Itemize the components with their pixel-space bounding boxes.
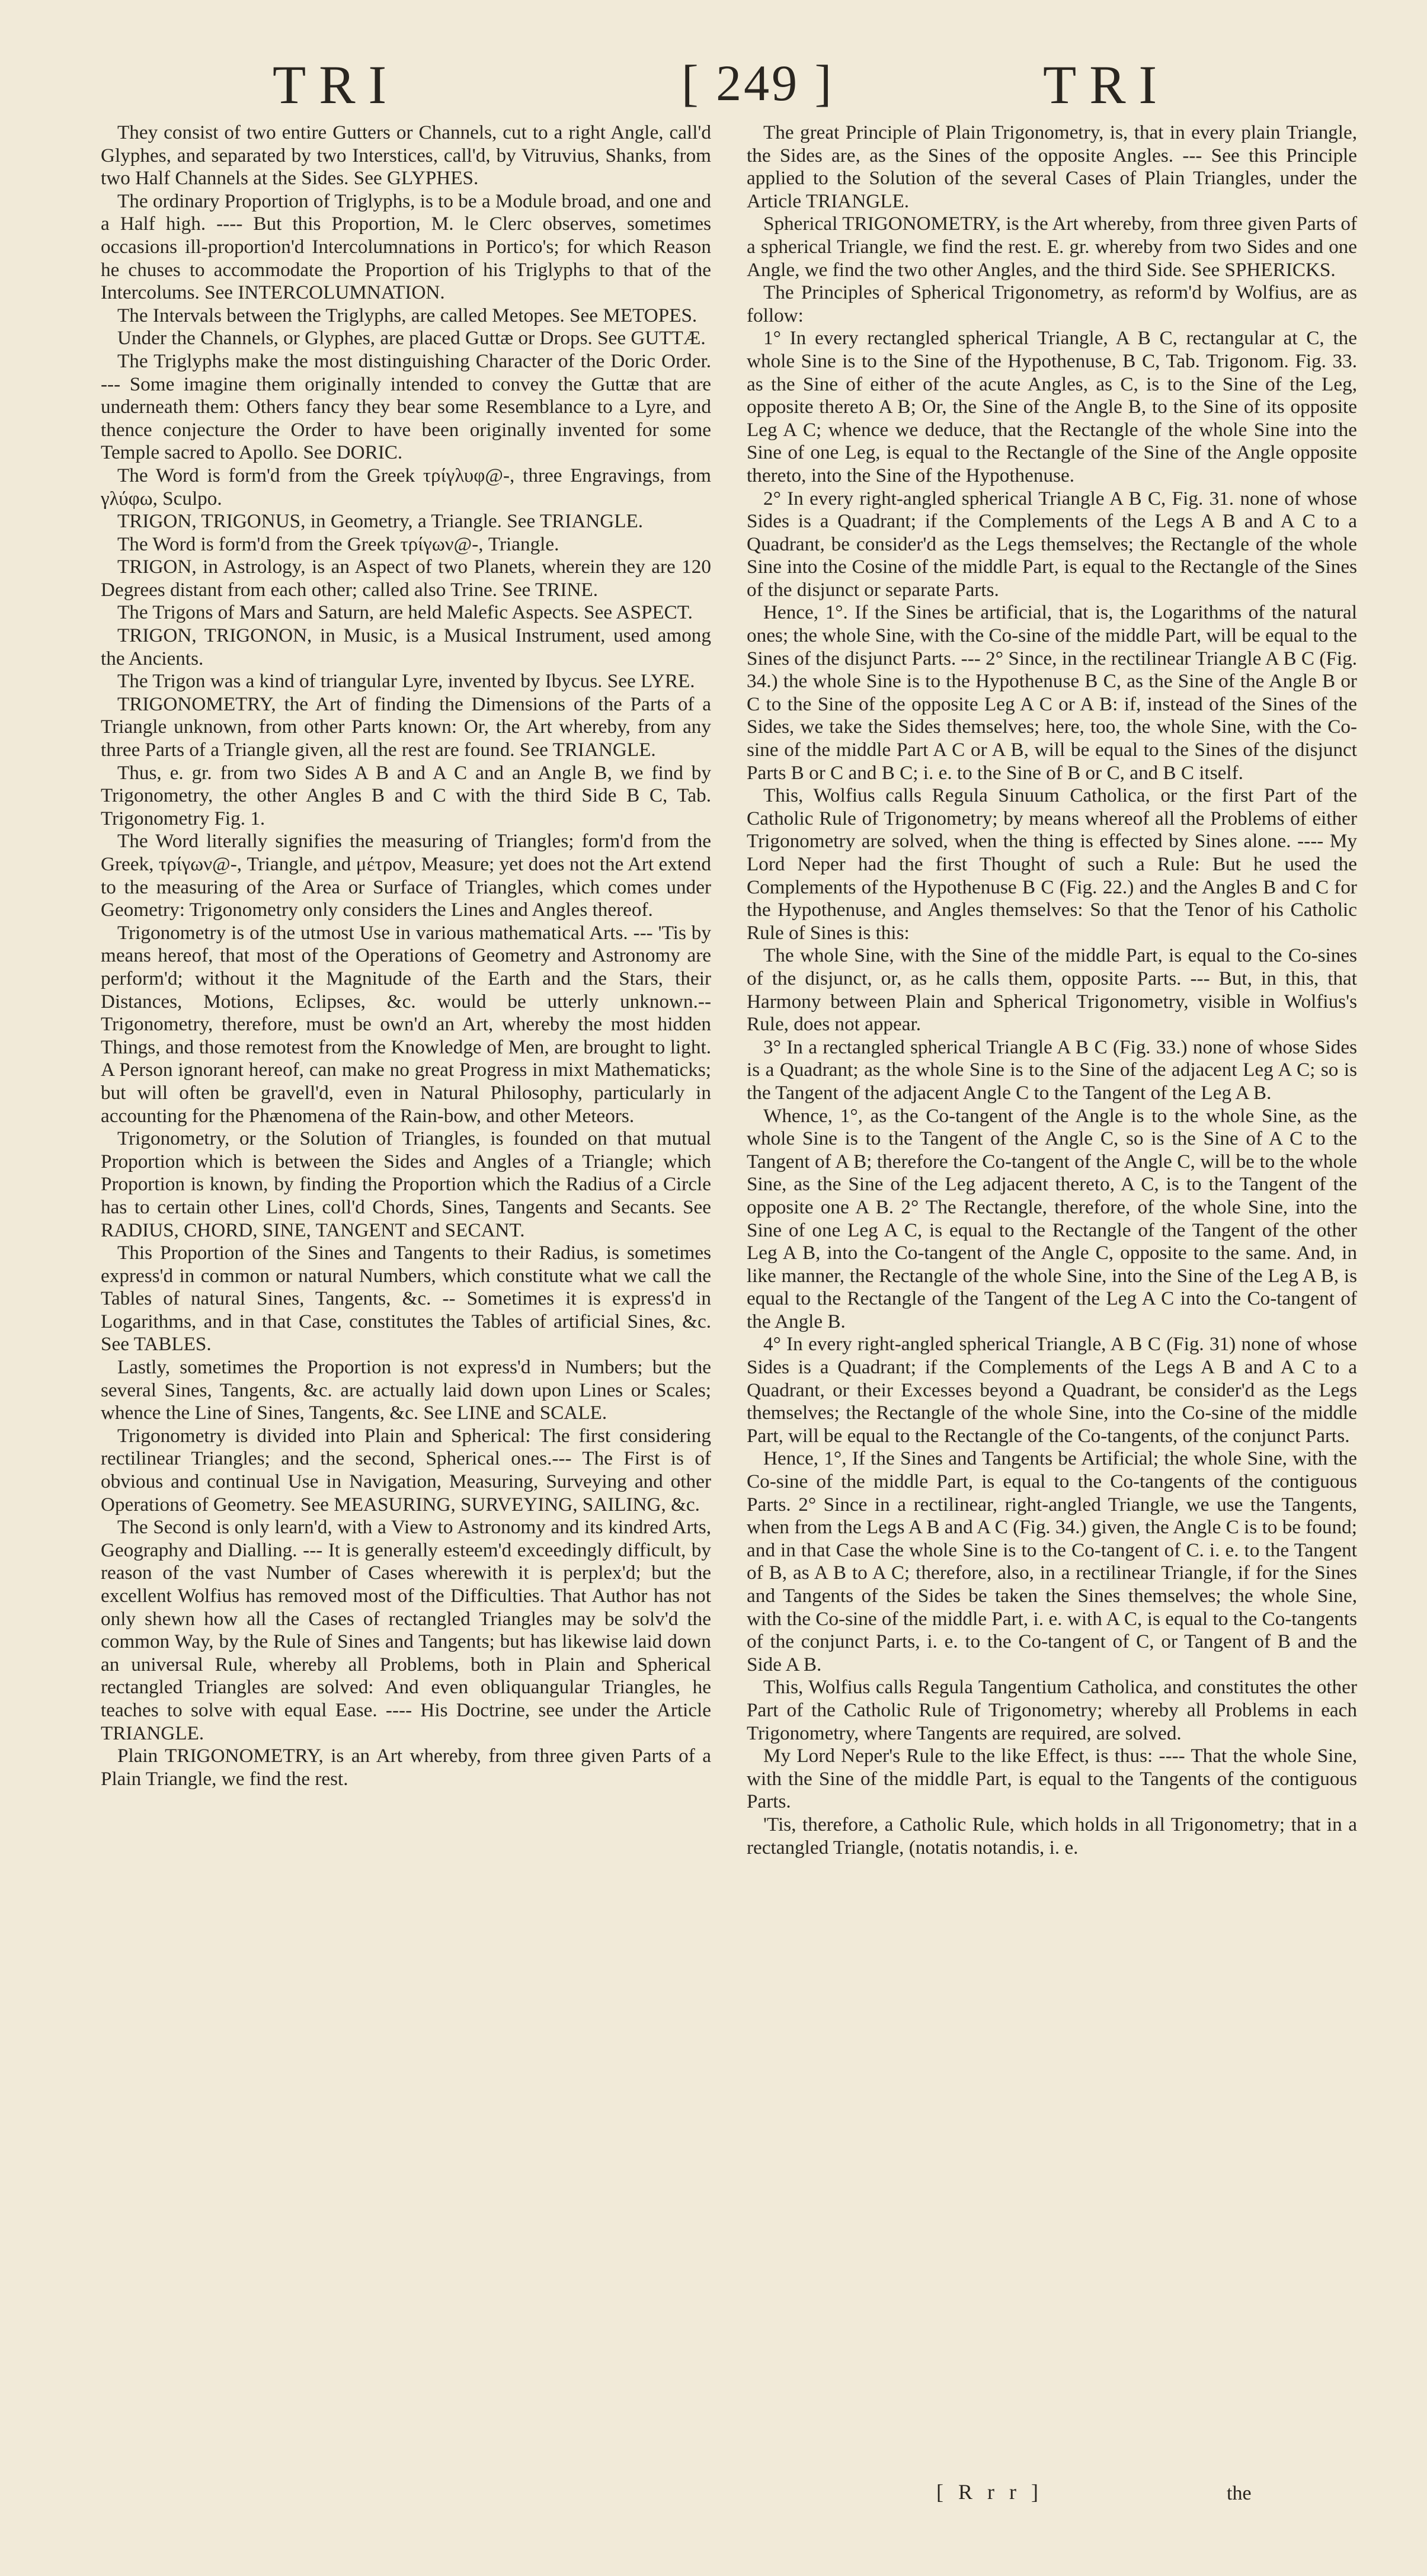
paragraph: The Trigons of Mars and Saturn, are held Malefic Aspects. See ASPECT.	[117, 601, 693, 624]
paragraph: The Intervals between the Triglyphs, are called Metopes. See METOPES.	[117, 304, 697, 326]
paragraph: 3° In a rectangled spherical Triangle A B C (Fig. 33.) none of whose Sides is a Quadrant; as the whole Sine is to the Sine of the adjacent Leg A C; so is the Tangent of the adjacent Angle C to the Tangent of the Leg A B.	[747, 1036, 1357, 1104]
paragraph: Plain TRIGONOMETRY, is an Art whereby, from three given Parts of a Plain Triangle, we find the rest.	[101, 1745, 711, 1790]
paragraph: This Proportion of the Sines and Tangents to their Radius, is sometimes express'd in common or natural Numbers, which constitute what we call the Tables of natural Sines, Tangents, &c. -- Sometimes it is express'd in Logarithms, and in that Case, constitutes the Tables of artificial Sines, &c. See TABLES.	[101, 1242, 711, 1356]
paragraph: Hence, 1°. If the Sines be artificial, that is, the Logarithms of the natural ones; the whole Sine, with the Co-sine of the middle Part, will be equal to the Sines of the disjunct Parts. --- 2° Since, in the rectilinear Triangle A B C (Fig. 34.) the whole Sine is to the Hypothenuse B C, as the Sine of the Angle B or C to the Sine of the opposite Leg A C or A B: if, instead of the Sines of the Sides, we take the Sides themselves; here, too, the whole Sine, with the Co-sine of the middle Part A C or A B, will be equal to the Sines of the disjunct Parts B or C and B C; i. e. to the Sine of B or C, and B C itself.	[747, 601, 1357, 784]
paragraph: TRIGON, TRIGONON, in Music, is a Musical Instrument, used among the Ancients.	[101, 624, 711, 669]
paragraph: Lastly, sometimes the Proportion is not express'd in Numbers; but the several Sines, Tangents, &c. are actually laid down upon Lines or Scales; whence the Line of Sines, Tangents, &c. See LINE and SCALE.	[101, 1356, 711, 1424]
paragraph: The Triglyphs make the most distinguishing Character of the Doric Order. --- Some imagine them originally intended to convey the Guttæ that are underneath them: Others fancy they bear some Resemblance to a Lyre, and thence conjecture the Order to have been originally invented for some Temple sacred to Apollo. See DORIC.	[101, 350, 711, 464]
paragraph: Hence, 1°, If the Sines and Tangents be Artificial; the whole Sine, with the Co-sine of the middle Part, is equal to the Co-tangents of the contiguous Parts. 2° Since in a rectilinear, right-angled Triangle, we use the Tangents, when from the Legs A B and A C (Fig. 34.) given, the Angle C is to be found; and in that Case the whole Sine is to the Co-tangent of C. i. e. to the Tangent of B, as A B to A C; therefore, also, in a rectilinear Triangle, if for the Sines and Tangents of the Sides be taken the Sines themselves; the whole Sine, with the Co-sine of the middle Part, i. e. with A C, is equal to the Co-tangents of the conjunct Parts, i. e. to the Co-tangent of C, or Tangent of B and the Side A B.	[747, 1447, 1357, 1675]
paragraph: 2° In every right-angled spherical Triangle A B C, Fig. 31. none of whose Sides is a Quadrant; if the Complements of the Legs A B and A C to a Quadrant, be consider'd as the Legs themselves; the Rectangle of the whole Sine into the Cosine of the middle Part, is equal to the Rectangle of the Sines of the disjunct or separate Parts.	[747, 487, 1357, 601]
paragraph: The whole Sine, with the Sine of the middle Part, is equal to the Co-sines of the disjunct, or, as he calls them, opposite Parts. --- But, in this, that Harmony between Plain and Spherical Trigonometry, visible in Wolfius's Rule, does not appear.	[747, 944, 1357, 1036]
page	[89, 47, 1357, 2559]
signature-mark: [ R r r ]	[936, 2480, 1043, 2504]
running-header	[89, 47, 1357, 121]
left-column	[101, 121, 711, 1790]
paragraph: 'Tis, therefore, a Catholic Rule, which holds in all Trigonometry; that in a rectangled Triangle, (notatis notandis, i. e.	[747, 1813, 1357, 1859]
paragraph: The Second is only learn'd, with a View to Astronomy and its kindred Arts, Geography and Dialling. --- It is generally esteem'd exceedingly difficult, by reason of the vast Number of Cases wherewith it is perplex'd; but the excellent Wolfius has removed most of the Difficulties. That Author has not only shewn how all the Cases of rectangled Triangles may be solv'd the common Way, by the Rule of Sines and Tangents; but has likewise laid down an universal Rule, whereby all Problems, both in Plain and Spherical rectangled Triangles are solved: And even obliquangular Triangles, he teaches to solve with equal Ease. ---- His Doctrine, see under the Article TRIANGLE.	[101, 1516, 711, 1744]
header-right-word: TRI	[1043, 55, 1170, 115]
paragraph: TRIGON, in Astrology, is an Aspect of two Planets, wherein they are 120 Degrees distant from each other; called also Trine. See TRINE.	[101, 556, 711, 601]
paragraph: Trigonometry is divided into Plain and Spherical: The first considering rectilinear Triangles; and the second, Spherical ones.--- The First is of obvious and continual Use in Navigation, Measuring, Surveying and other Operations of Geometry. See MEASURING, SURVEYING, SAILING, &c.	[101, 1424, 711, 1516]
paragraph: 4° In every right-angled spherical Triangle, A B C (Fig. 31) none of whose Sides is a Quadrant; if the Complements of the Legs A B and A C to a Quadrant, or their Excesses beyond a Quadrant, be consider'd as the Legs themselves; the Rectangle of the whole Sine, into the Co-sine of the middle Part, will be equal to the Rectangle of the Co-tangents, of the conjunct Parts.	[747, 1333, 1357, 1447]
paragraph: Trigonometry, or the Solution of Triangles, is founded on that mutual Proportion which is between the Sides and Angles of a Triangle; which Proportion is known, by finding the Proportion which the Radius of a Circle has to certain other Lines, coll'd Chords, Sines, Tangents and Secants. See RADIUS, CHORD, SINE, TANGENT and SECANT.	[101, 1127, 711, 1241]
paragraph: My Lord Neper's Rule to the like Effect, is thus: ---- That the whole Sine, with the Sine of the middle Part, is equal to the Tangents of the contiguous Parts.	[747, 1745, 1357, 1813]
paragraph: This, Wolfius calls Regula Sinuum Catholica, or the first Part of the Catholic Rule of Trigonometry; by means whereof all the Problems of either Trigonometry are solved, when the thing is effected by Sines alone. ---- My Lord Neper had the first Thought of such a Rule: But he used the Complements of the Hypothenuse B C (Fig. 22.) and the Angles B and C for the Hypothenuse, and Angles themselves: So that the Tenor of his Catholic Rule of Sines is this:	[747, 784, 1357, 944]
paragraph: 1° In every rectangled spherical Triangle, A B C, rectangular at C, the whole Sine is to the Sine of the Hypothenuse, B C, Tab. Trigonom. Fig. 33. as the Sine of either of the acute Angles, as C, is to the Sine of the Leg, opposite thereto A B; Or, the Sine of the Angle B, to the Sine of its opposite Leg A C; whence we deduce, that the Rectangle of the whole Sine into the Sine of one Leg, is equal to the Rectangle of the Sine of the Angle opposite thereto, into the Sine of the Hypothenuse.	[747, 327, 1357, 486]
paragraph: The Word is form'd from the Greek τρίγων@-, Triangle.	[117, 533, 559, 555]
paragraph: Thus, e. gr. from two Sides A B and A C and an Angle B, we find by Trigonometry, the other Angles B and C with the third Side B C, Tab. Trigonometry Fig. 1.	[101, 761, 711, 829]
paragraph: TRIGONOMETRY, the Art of finding the Dimensions of the Parts of a Triangle unknown, from other Parts known: Or, the Art whereby, from any three Parts of a Triangle given, all the rest are found. See TRIANGLE.	[101, 693, 711, 761]
paragraph: The ordinary Proportion of Triglyphs, is to be a Module broad, and one and a Half high. ---- But this Proportion, M. le Clerc observes, sometimes occasions ill-proportion'd Intercolumnations in Portico's; for which Reason he chuses to accommodate the Proportion of his Triglyphs to that of the Intercolums. See INTERCOLUMNATION.	[101, 190, 711, 304]
paragraph: The great Principle of Plain Trigonometry, is, that in every plain Triangle, the Sides are, as the Sines of the opposite Angles. --- See this Principle applied to the Solution of the several Cases of Plain Triangles, under the Article TRIANGLE.	[747, 121, 1357, 212]
page-number: [ 249 ]	[681, 55, 834, 111]
paragraph: The Trigon was a kind of triangular Lyre, invented by Ibycus. See LYRE.	[117, 670, 695, 693]
paragraph: They consist of two entire Gutters or Channels, cut to a right Angle, call'd Glyphes, and separated by two Interstices, call'd, by Vitruvius, Shanks, from two Half Channels at the Sides. See GLYPHES.	[101, 121, 711, 190]
paragraph: The Word literally signifies the measuring of Triangles; form'd from the Greek, τρίγων@-, Triangle, and μέτρον, Measure; yet does not the Art extend to the measuring of the Area or Surface of Triangles, which comes under Geometry: Trigonometry only considers the Lines and Angles thereof.	[101, 830, 711, 921]
paragraph: TRIGON, TRIGONUS, in Geometry, a Triangle. See TRIANGLE.	[117, 510, 644, 533]
paragraph: Spherical TRIGONOMETRY, is the Art whereby, from three given Parts of a spherical Triangle, we find the rest. E. gr. whereby from two Sides and one Angle, we find the two other Angles, and the third Side. See SPHERICKS.	[747, 213, 1357, 281]
right-column	[747, 121, 1357, 1859]
paragraph: The Principles of Spherical Trigonometry, as reform'd by Wolfius, are as follow:	[747, 281, 1357, 326]
paragraph: Whence, 1°, as the Co-tangent of the Angle is to the whole Sine, as the whole Sine is to the Tangent of the Angle C, so is the Sine of A C to the Tangent of A B; therefore the Co-tangent of the Angle C, will be to the whole Sine, as the Sine of the Leg adjacent thereto, A C, is to the Tangent of the opposite one A B. 2° The Rectangle, therefore, of the whole Sine, into the Sine of one Leg A C, is equal to the Rectangle of the Tangent of the other Leg A B, into the Co-tangent of the Angle C, opposite to the same. And, in like manner, the Rectangle of the whole Sine, into the Sine of the Leg A B, is equal to the Rectangle of the Tangent of the Leg A C into the Co-tangent of the Angle B.	[747, 1104, 1357, 1332]
paragraph: The Word is form'd from the Greek τρίγλυφ@-, three Engravings, from γλύφω, Sculpo.	[101, 464, 711, 510]
catchword: the	[1227, 2482, 1252, 2504]
paragraph: Under the Channels, or Glyphes, are placed Guttæ or Drops. See GUTTÆ.	[117, 327, 706, 350]
header-left-word: TRI	[273, 55, 400, 115]
paragraph: This, Wolfius calls Regula Tangentium Catholica, and constitutes the other Part of the Catholic Rule of Trigonometry; whereby all Problems in each Trigonometry, where Tangents are required, are solved.	[747, 1676, 1357, 1744]
paragraph: Trigonometry is of the utmost Use in various mathematical Arts. --- 'Tis by means hereof, that most of the Operations of Geometry and Astronomy are perform'd; without it the Magnitude of the Earth and the Stars, their Distances, Motions, Eclipses, &c. would be utterly unknown.-- Trigonometry, therefore, must be own'd an Art, whereby the most hidden Things, and those remotest from the Knowledge of Men, are brought to light. A Person ignorant hereof, can make no great Progress in mixt Mathematicks; but will often be gravell'd, even in Natural Philosophy, particularly in accounting for the Phænomena of the Rain-bow, and other Meteors.	[101, 921, 711, 1127]
